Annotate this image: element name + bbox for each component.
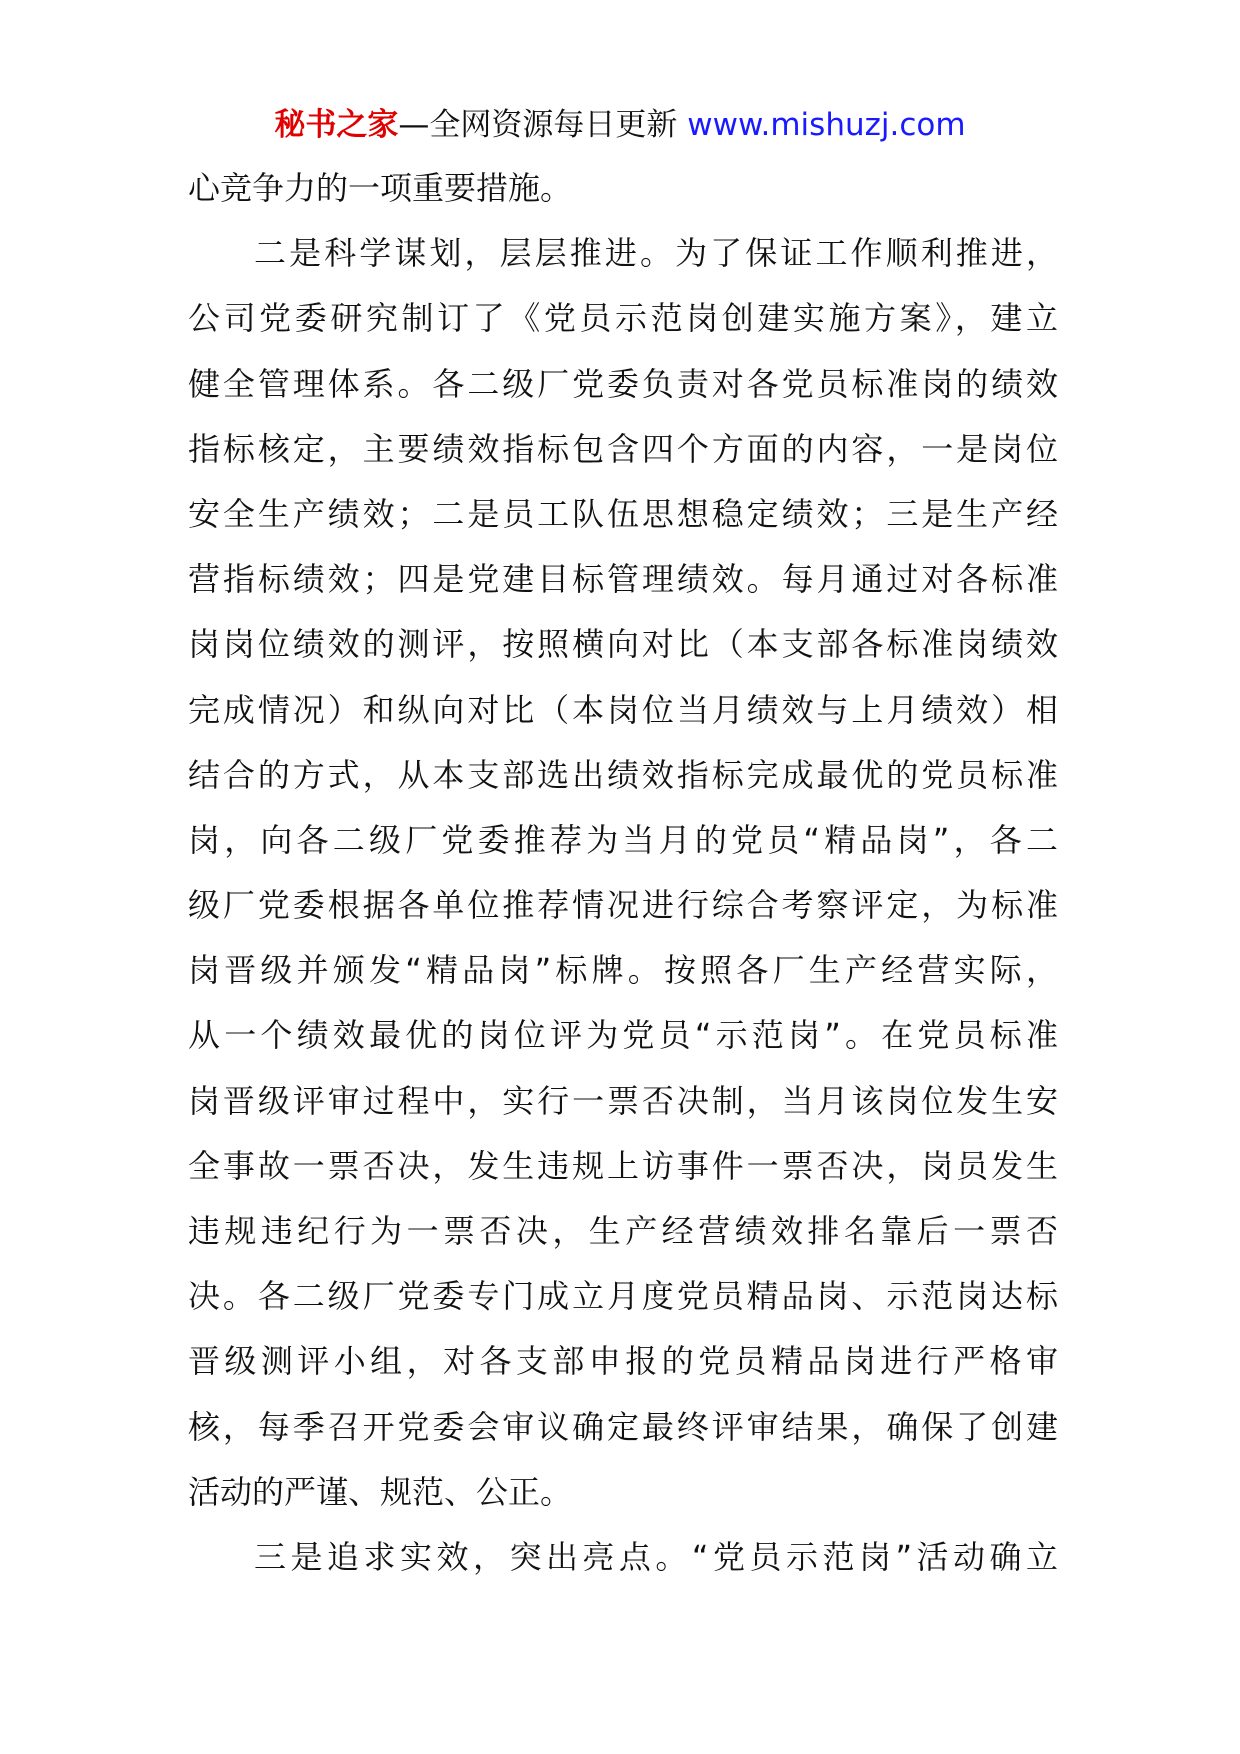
header-brand: 秘书之家 xyxy=(274,107,399,143)
page-header xyxy=(0,103,1240,147)
text-line: 岗，向各二级厂党委推荐为当月的党员“精品岗”，各二 xyxy=(188,820,1058,859)
text-line: 全事故一票否决，发生违规上访事件一票否决，岗员发生 xyxy=(188,1146,1058,1185)
text-line: 晋级测评小组，对各支部申报的党员精品岗进行严格审 xyxy=(188,1342,1058,1381)
header-url-link[interactable]: www.mishuzj.com xyxy=(687,107,966,143)
text-line: 从一个绩效最优的岗位评为党员“示范岗”。在党员标准 xyxy=(188,1016,1058,1055)
text-line: 三是追求实效，突出亮点。“党员示范岗”活动确立 xyxy=(254,1537,1058,1576)
text-line: 岗晋级并颁发“精品岗”标牌。按照各厂生产经营实际， xyxy=(188,951,1058,990)
text-line: 违规违纪行为一票否决，生产经营绩效排名靠后一票否 xyxy=(188,1212,1058,1250)
text-line: 决。各二级厂党委专门成立月度党员精品岗、示范岗达标 xyxy=(188,1277,1058,1316)
header-slogan: —全网资源每日更新 xyxy=(398,107,688,143)
text-line: 公司党委研究制订了《党员示范岗创建实施方案》，建立 xyxy=(188,299,1058,338)
document-body xyxy=(188,166,1058,1600)
text-line: 二是科学谋划，层层推进。为了保证工作顺利推进， xyxy=(254,234,1058,273)
text-line: 安全生产绩效；二是员工队伍思想稳定绩效；三是生产经 xyxy=(188,494,1058,533)
text-line: 营指标绩效；四是党建目标管理绩效。每月通过对各标准 xyxy=(188,560,1058,599)
text-line: 岗岗位绩效的测评，按照横向对比（本支部各标准岗绩效 xyxy=(188,625,1058,664)
text-line: 级厂党委根据各单位推荐情况进行综合考察评定，为标准 xyxy=(188,886,1058,925)
text-line: 核，每季召开党委会审议确定最终评审结果，确保了创建 xyxy=(188,1407,1058,1446)
text-line: 心竞争力的一项重要措施。 xyxy=(188,169,573,207)
text-line: 结合的方式，从本支部选出绩效指标完成最优的党员标准 xyxy=(188,755,1058,794)
text-line: 岗晋级评审过程中，实行一票否决制，当月该岗位发生安 xyxy=(188,1081,1058,1120)
text-line: 活动的严谨、规范、公正。 xyxy=(188,1472,573,1511)
text-line: 指标核定，主要绩效指标包含四个方面的内容，一是岗位 xyxy=(188,429,1058,468)
text-line: 完成情况）和纵向对比（本岗位当月绩效与上月绩效）相 xyxy=(188,690,1058,729)
text-line: 健全管理体系。各二级厂党委负责对各党员标准岗的绩效 xyxy=(188,364,1058,403)
